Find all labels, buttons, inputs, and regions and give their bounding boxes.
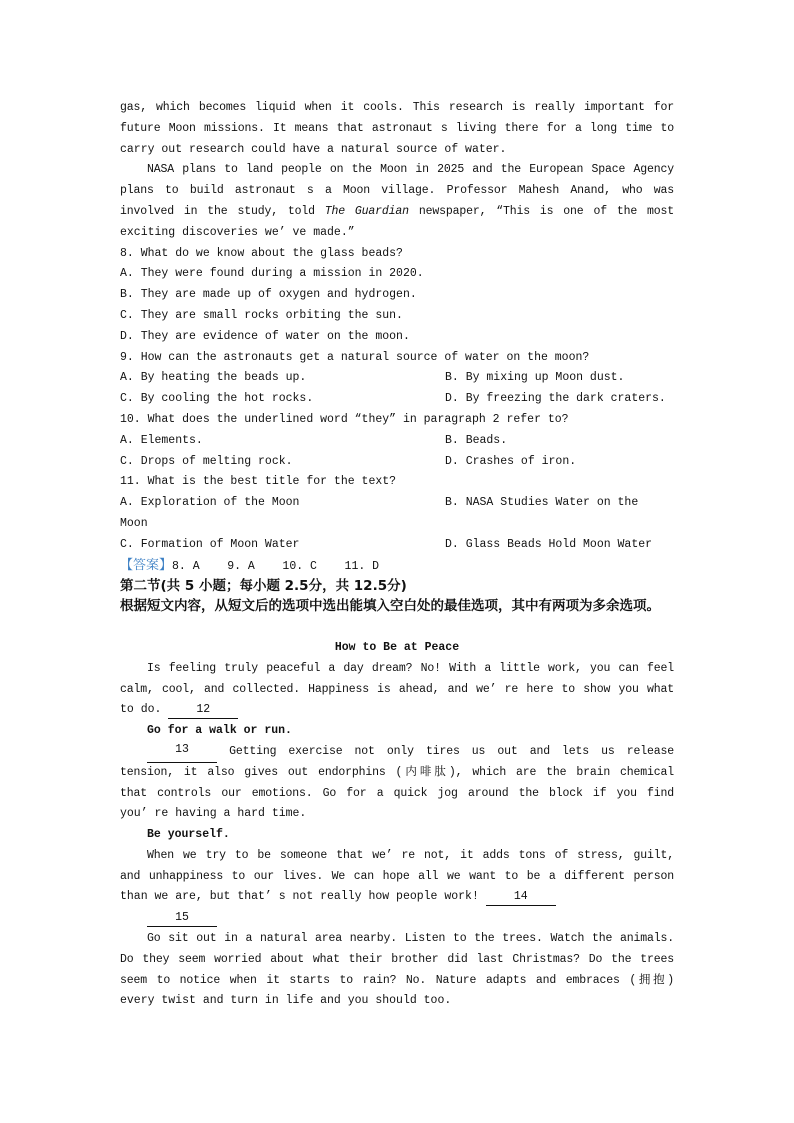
- option: B. By mixing up Moon dust.: [445, 371, 625, 385]
- text-line: When we try to be someone that we’ re not, it adds tons of stress, guilt,: [147, 848, 674, 862]
- passage-title: How to Be at Peace: [334, 640, 460, 654]
- text-line: [120, 908, 674, 929]
- option: C. By cooling the hot rocks.: [120, 392, 314, 406]
- newspaper-name: The Guardian: [324, 204, 409, 218]
- text-line: NASA plans to land people on the Moon in 2025 and the European Space Agency: [147, 163, 674, 177]
- text-line: [120, 700, 674, 721]
- option: B. Beads.: [445, 433, 508, 447]
- subheading: Go for a walk or run.: [147, 724, 292, 738]
- option: C. Formation of Moon Water: [120, 537, 300, 551]
- text-line: every twist and turn in life and you should too.: [120, 994, 452, 1008]
- answer-label: 【答案】: [120, 557, 173, 573]
- option: D. Crashes of iron.: [445, 454, 577, 468]
- question-11: 11. What is the best title for the text?: [120, 475, 397, 489]
- text-line: that controls our emotions. Go for a quick jog around the block if you find: [120, 786, 674, 800]
- text: than we are, but that’ s not really how people work!: [120, 890, 486, 904]
- text-line: [120, 742, 674, 763]
- section-instruction: 根据短文内容，从短文后的选项中选出能填入空白处的最佳选项，其中有两项为多余选项。: [120, 598, 660, 615]
- question-8: 8. What do we know about the glass beads?: [120, 246, 403, 260]
- subheading: Be yourself.: [147, 828, 230, 842]
- text-line: tension, it also gives out endorphins (内啡肽), which are the brain chemical: [120, 765, 674, 779]
- text-line: seem to notice when it starts to rain? No. Nature adapts and embraces (拥抱): [120, 973, 674, 987]
- options-row: [120, 452, 674, 473]
- section-heading: 第二节(共 5 小题；每小题 2.5分，共 12.5分): [120, 577, 407, 594]
- question-9: 9. How can the astronauts get a natural source of water on the moon?: [120, 350, 590, 364]
- question-10: 10. What does the underlined word “they” in paragraph 2 refer to?: [120, 412, 569, 426]
- text-line: gas, which becomes liquid when it cools. This research is really important for: [120, 101, 674, 114]
- option: A. By heating the beads up.: [120, 371, 307, 385]
- option: D. They are evidence of water on the moon.: [120, 329, 410, 343]
- text-line: plans to build astronaut s a Moon village. Professor Mahesh Anand, who was: [120, 184, 674, 198]
- blank-12: 12: [168, 702, 238, 719]
- text-line: exciting discoveries we’ ve made.”: [120, 225, 355, 239]
- document-page: [120, 98, 674, 1012]
- text-line: future Moon missions. It means that astronaut s living there for a long time to: [120, 121, 674, 135]
- text-line: you’ re having a hard time.: [120, 807, 307, 821]
- option: A. Elements.: [120, 433, 203, 447]
- option: A. They were found during a mission in 2020.: [120, 267, 424, 281]
- text-line: calm, cool, and collected. Happiness is ahead, and we’ re here to show you what: [120, 682, 674, 696]
- text: to do.: [120, 703, 169, 717]
- text: newspaper, “This is one of the most: [408, 204, 674, 218]
- blank-14: 14: [486, 889, 556, 906]
- text-line: Do they seem worried about what their brother did last Christmas? Do the trees: [120, 952, 674, 966]
- options-row: [120, 368, 674, 389]
- option: C. They are small rocks orbiting the sun.: [120, 308, 403, 322]
- spacer: [120, 617, 674, 638]
- option: A. Exploration of the Moon: [120, 496, 300, 510]
- options-row: [120, 389, 674, 410]
- option: B. NASA Studies Water on the: [445, 496, 639, 510]
- options-row: [120, 493, 674, 514]
- text: involved in the study, told: [120, 204, 325, 218]
- blank-13: 13: [147, 742, 217, 763]
- option: C. Drops of melting rock.: [120, 454, 293, 468]
- options-row: [120, 535, 674, 556]
- text-line: [120, 202, 674, 223]
- text-line: carry out research could have a natural source of water.: [120, 142, 507, 156]
- option: D. Glass Beads Hold Moon Water: [445, 537, 653, 551]
- text-line: [120, 887, 674, 908]
- answer-line: [120, 556, 674, 576]
- text: Getting exercise not only tires us out and lets us release: [217, 744, 674, 758]
- text-line: Go sit out in a natural area nearby. Listen to the trees. Watch the animals.: [147, 932, 674, 946]
- answer-values: 8. A 9. A 10. C 11. D: [172, 559, 380, 573]
- options-row: [120, 431, 674, 452]
- blank-15: 15: [147, 910, 217, 927]
- option: D. By freezing the dark craters.: [445, 392, 666, 406]
- option-continued: Moon: [120, 516, 148, 530]
- option: B. They are made up of oxygen and hydrogen.: [120, 288, 417, 302]
- text-line: and unhappiness to our lives. We can hope all we want to be a different person: [120, 869, 674, 883]
- text-line: Is feeling truly peaceful a day dream? No! With a little work, you can feel: [147, 661, 674, 675]
